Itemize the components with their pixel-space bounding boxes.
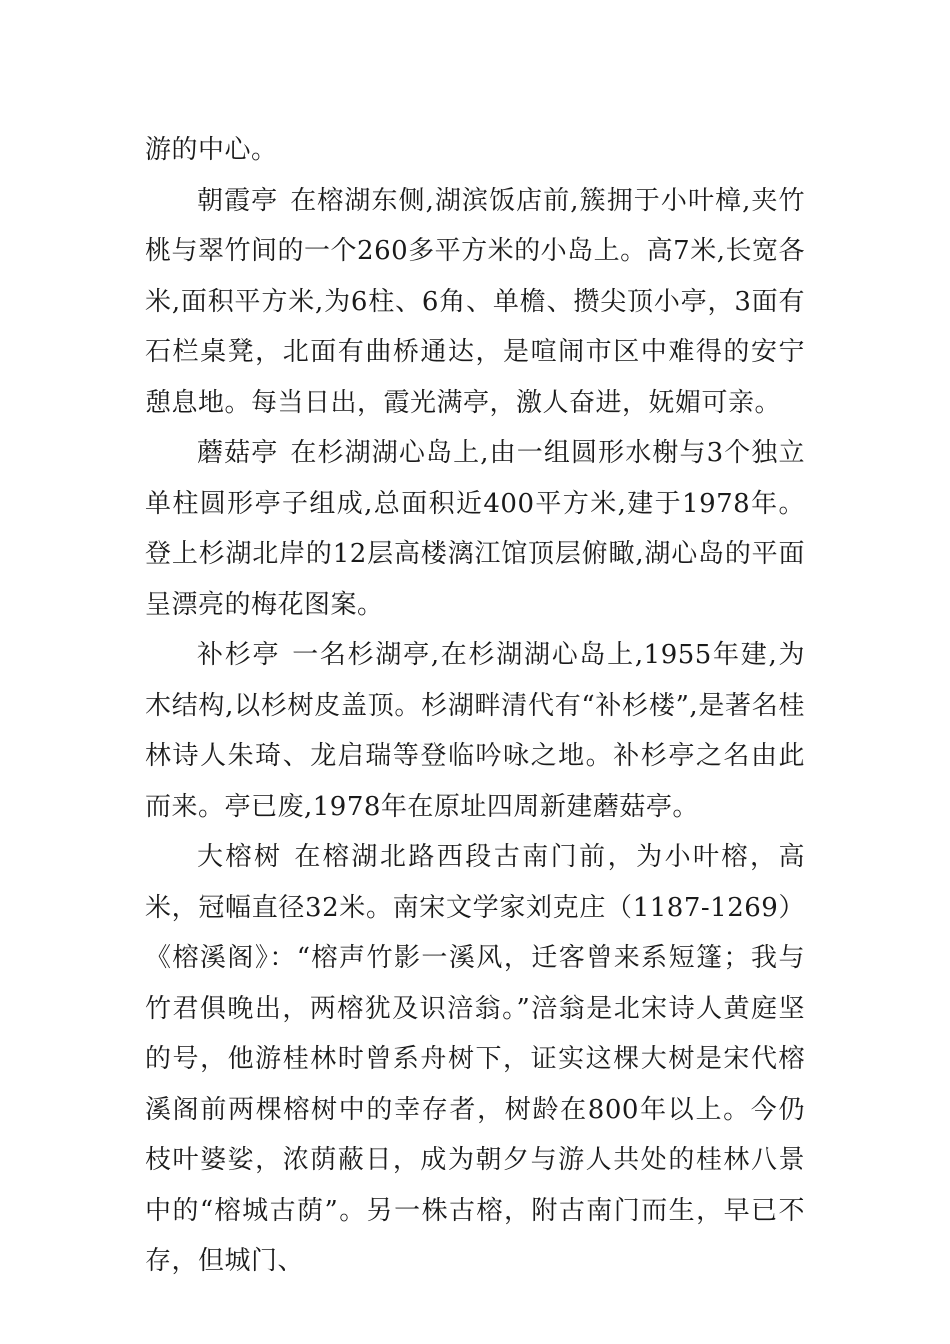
paragraph-term: 蘑菇亭 [197,438,279,468]
document-body [145,125,805,1287]
paragraph-text: 在杉湖湖心岛上,由一组圆形水榭与3个独立单柱圆形亭子组成,总面积近400平方米,建于1978年。登上杉湖北岸的12层高楼漓江馆顶层俯瞰,湖心岛的平面呈漂亮的梅花图案。 [145,438,805,620]
paragraph-term: 大榕树 [197,842,283,872]
paragraph-text: 游的中心。 [145,135,278,165]
paragraph-term: 补杉亭 [197,640,281,670]
paragraph-text: 一名杉湖亭,在杉湖湖心岛上,1955年建,为木结构,以杉树皮盖顶。杉湖畔清代有“补杉楼”,是著名桂林诗人朱琦、龙启瑞等登临吟咏之地。补杉亭之名由此而来。亭已废,1978年在原址四周新建蘑菇亭。 [145,640,805,822]
paragraph-bushan-pavilion [145,630,805,832]
paragraph-text: 在榕湖北路西段古南门前，为小叶榕，高米，冠幅直径32米。南宋文学家刘克庄（1187-1269）《榕溪阁》：“榕声竹影一溪风，迁客曾来系短篷；我与竹君俱晚出，两榕犹及识涪翁。”涪翁是北宋诗人黄庭坚的号，他游桂林时曾系舟树下，证实这棵大树是宋代榕溪阁前两棵榕树中的幸存者，树龄在800年以上。今仍枝叶婆娑，浓荫蔽日，成为朝夕与游人共处的桂林八景中的“榕城古荫”。另一株古榕，附古南门而生，早已不存，但城门、 [145,842,805,1276]
paragraph-term: 朝霞亭 [197,185,279,216]
paragraph-mushroom-pavilion [145,428,805,630]
paragraph-big-banyan-tree [145,832,805,1287]
paragraph-text: 在榕湖东侧,湖滨饭店前,簇拥于小叶樟,夹竹桃与翠竹间的一个260多平方米的小岛上。高7米,长宽各米,面积平方米,为6柱、6角、单檐、攒尖顶小亭，3面有石栏桌凳，北面有曲桥通达，是喧闹市区中难得的安宁憩息地。每当日出，霞光满亭，激人奋进，妩媚可亲。 [145,185,805,418]
paragraph-zhaoxia-pavilion [145,176,805,429]
paragraph-continuation [145,125,805,176]
